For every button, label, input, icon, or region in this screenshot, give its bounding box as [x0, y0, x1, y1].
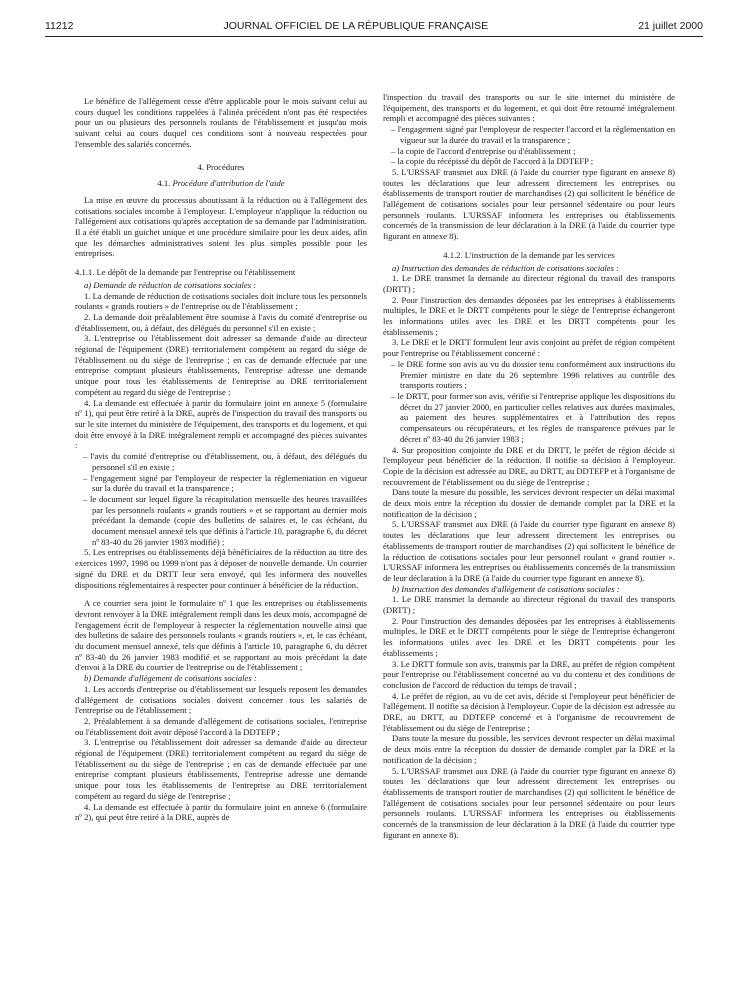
list-item: – le DRE forme son avis au vu du dossier tenu conformément aux instructions du Premier ministre en date du 26 septembre 1996 relatives au contrôle des transports routiers ;: [391, 358, 675, 391]
paragraph-ia2: 2. Pour l'instruction des demandes déposées par les entreprises à établissements multiples, le DRE et le DRTT compétents pour le siège de l'entreprise échangeront les informations utiles avec les DRE et les DRTT compétents pour les établissements ;: [383, 294, 675, 337]
list-item: – l'engagement signé par l'employeur de respecter la réglementation en vigueur sur la durée du travail et la transparence ;: [83, 472, 367, 494]
paragraph-ib3: 3. Le DRTT formule son avis, transmis par la DRE, au préfet de région compétent pour l'entreprise ou l'établissement concerné au vu du contenu et des conditions de conclusion de l'accord de réduction du temps de travail ;: [383, 658, 675, 690]
section-number: 4.1.: [157, 178, 171, 189]
section-heading-4-1-2: 4.1.2. L'instruction de la demande par les services: [443, 249, 615, 260]
paragraph-mise: La mise en œuvre du processus aboutissant à la réduction ou à l'allégement des cotisations sociales incombe à l'employeur. L'employeur n'applique la réduction ou l'allégement aux cotisations qu'après acceptation de sa demande par l'administration. Il a été établi un guichet unique et une procédure similaire pour les deux aides, afin que les démarches administratives soient les plus simples possible pour les entreprises.: [75, 194, 367, 259]
section-heading-4: 4. Procédures: [197, 161, 245, 172]
list-item: – le document sur lequel figure la récapitulation mensuelle des heures travaillées par les personnels roulants « grands routiers » et se rapportant au dernier mois précédant la demande (copie des bulletins de salaires et, le cas échéant, du document mensuel annexé tels que définis à l'article 10, paragraphe 6, du décret nº 83-40 du 26 janvier 1983 modifié) ;: [83, 493, 367, 547]
paragraph-delai-2: Dans toute la mesure du possible, les services devront respecter un délai maximal de deux mois entre la réception du dossier de demande complet par la DRE et la notification de la décision ;: [383, 733, 675, 765]
paragraph-b1: 1. Les accords d'entreprise ou d'établissement sur lesquels reposent les demandes d'allégement de cotisations sociales doivent concerner tous les salariés de l'entreprise ou de l'établissement ;: [75, 683, 367, 716]
header-rule: [45, 36, 703, 37]
section-heading-4-1: [75, 178, 367, 189]
paragraph-a5: 5. Les entreprises ou établissements déjà bénéficiaires de la réduction au titre des exercices 1997, 1998 ou 1999 n'ont pas à déposer de nouvelle demande. Un courrier signé du DRE et du DRTT leur sera envoyé, qui les informera des nouvelles dispositions réglementaires à respecter pour continuer à bénéficier de la réduction.: [75, 547, 367, 590]
paragraph-continuation: l'inspection du travail des transports ou sur le site internet du ministère de l'équipement, des transports et du logement, et qui doit être retourné intégralement rempli et accompagné des pièces suivantes :: [383, 92, 675, 124]
section-heading-4-1-1: 4.1.1. Le dépôt de la demande par l'entreprise ou l'établissement: [75, 267, 296, 278]
left-column: [75, 96, 367, 823]
paragraph-b3: 3. L'entreprise ou l'établissement doit adresser sa demande d'aide au directeur régional de l'équipement (DRE) territorialement compétent au regard du siège de l'établissement ou du siège de l'entreprise ; en cas de demande effectuée par une entreprise comptant plusieurs établissements, l'entreprise adresse une demande unique pour tous les établissements de l'entreprise au DRE territorialement compétent au regard du siège de l'entreprise ;: [75, 737, 367, 801]
list-b4: [383, 124, 675, 167]
page-header: [45, 20, 703, 34]
list-item: – la copie du récépissé du dépôt de l'accord à la DDTEFP ;: [391, 156, 594, 167]
paragraph-ib2: 2. Pour l'instruction des demandes déposées par les entreprises à établissements multiples, le DRE et le DRTT compétents pour le siège de l'entreprise échangeront les informations utiles avec les DRE et les DRTT compétents pour les établissements ;: [383, 615, 675, 658]
paragraph-a1: 1. La demande de réduction de cotisations sociales doit inclure tous les personnels roulants « grands routiers » de l'entreprise ou de l'établissement ;: [75, 290, 367, 312]
paragraph-a3: 3. L'entreprise ou l'établissement doit adresser sa demande d'aide au directeur régional de l'équipement (DRE) territorialement compétent au regard du siège de l'établissement ou du siège de l'entreprise ; en cas de demande effectuée par une entreprise comptant plusieurs établissements, l'entreprise adresse une demande unique pour tous les établissements de l'entreprise au DRE territorialement compétent au regard du siège de l'entreprise ;: [75, 333, 367, 397]
list-item: – la copie de l'accord d'entreprise ou d'établissement ;: [391, 145, 576, 156]
paragraph-delai-1: Dans toute la mesure du possible, les services devront respecter un délai maximal de deux mois entre la réception du dossier de demande complet par la DRE et la notification de la décision ;: [383, 487, 675, 519]
paragraph-ib5: 5. L'URSSAF transmet aux DRE (à l'aide du courrier type figurant en annexe 8) toutes les déclarations que leur adressent directement les entreprises ou établissements de transport routier de marchandises (2) qui sollicitent le bénéfice de l'allégement de cotisations sociales pour leur personnel sédentaire ou pour leurs personnels roulants. L'URSSAF informera les entreprises ou établissements concernés de la transmission de leur déclaration à la DRE (à l'aide du courrier type figurant en annexe 8).: [383, 765, 675, 840]
paragraph-ib4: 4. Le préfet de région, au vu de cet avis, décide si l'employeur peut bénéficier de l'allégement. Il notifie sa décision à l'employeur. Copie de la décision est adressée au DRE, au DRTT, au DDTEFP concerné et à l'organisme de recouvrement de l'établissement ou du siège de l'entreprise ;: [383, 690, 675, 733]
subheading-b-instruction: b) Instruction des demandes d'allégement de cotisations sociales :: [392, 583, 620, 594]
issue-date: 21 juillet 2000: [638, 20, 703, 32]
page-number: 11212: [45, 20, 74, 32]
paragraph-ia3: 3. Le DRE et le DRTT formulent leur avis conjoint au préfet de région compétent pour l'entreprise ou l'établissement concerné :: [383, 337, 675, 359]
paragraph-courrier: A ce courrier sera joint le formulaire nº 1 que les entreprises ou établissements devront renvoyer à la DRE intégralement rempli dans les deux mois, accompagné de l'engagement écrit de l'employeur à respecter la réglementation nouvelle ainsi que des bulletins de salaire des personnels roulants « grands routiers », et, le cas échéant, du document mensuel annexé, tels que définis à l'article 10, paragraphe 6, du décret nº 83-40 du 26 janvier 1983 modifié et se rapportant au mois précédant la date d'envoi à la DRE du courrier de l'entreprise ou de l'établissement ;: [75, 598, 367, 673]
paragraph-b2: 2. Préalablement à sa demande d'allégement de cotisations sociales, l'entreprise ou l'établissement doit avoir déposé l'accord à la DDTEFP ;: [75, 715, 367, 737]
subheading-a: a) Demande de réduction de cotisations sociales :: [84, 279, 257, 290]
paragraph-b5: 5. L'URSSAF transmet aux DRE (à l'aide du courrier type figurant en annexe 8) toutes les déclarations que leur adressent directement les entreprises ou établissements de transport routier de marchandises (2) qui sollicitent le bénéfice de l'allégement de cotisations sociales pour leur personnel sédentaire ou pour leurs personnels roulants. L'URSSAF informera les entreprises ou établissements concernés de la transmission de leur déclaration à la DRE (à l'aide du courrier type figurant en annexe 8).: [383, 166, 675, 242]
paragraph-b4: 4. La demande est effectuée à partir du formulaire joint en annexe 6 (formulaire nº 2), qui peut être retiré à la DRE, auprès de: [75, 801, 367, 823]
paragraph-ia5: 5. L'URSSAF transmet aux DRE (à l'aide du courrier type figurant en annexe 8) toutes les déclarations que leur adressent directement les entreprises ou établissements de transport routier de marchandises (2) qui sollicitent le bénéfice de la réduction de cotisations sociales pour leur personnel roulant « grand routier ». L'URSSAF informera les entreprises ou établissements concernés de la transmission de leur déclaration à la DRE (à l'aide du courrier type figurant en annexe 8).: [383, 519, 675, 583]
right-column: [383, 92, 675, 841]
subheading-a-instruction: a) Instruction des demandes de réduction de cotisations sociales :: [392, 262, 619, 273]
paragraph-ib1: 1. Le DRE transmet la demande au directeur régional du travail des transports (DRTT) ;: [383, 594, 675, 616]
subheading-b: b) Demande d'allégement de cotisations sociales :: [84, 673, 257, 684]
paragraph-ia4: 4. Sur proposition conjointe du DRE et du DRTT, le préfet de région décide si l'employeur peut bénéficier de la réduction. Il notifie sa décision à l'employeur. Copie de la décision est adressée au DRE, au DRTT, au DDTEFP et à l'organisme de recouvrement de l'établissement ou du siège de l'entreprise ;: [383, 444, 675, 487]
list-a4: [75, 451, 367, 547]
paragraph-a2: 2. La demande doit préalablement être soumise à l'avis du comité d'entreprise ou d'établissement, ou, à défaut, des délégués du personnel s'il en existe ;: [75, 311, 367, 333]
list-item: – le DRTT, pour former son avis, vérifie si l'entreprise applique les dispositions du décret du 27 janvier 2000, en particulier celles relatives aux durées maximales, au paiement des heures supplémentaires et à l'attribution des repos compensateurs ou récupérateurs, et les règles de transparence prévues par le décret nº 83-40 du 26 janvier 1983 ;: [391, 390, 675, 444]
list-item: – l'avis du comité d'entreprise ou d'établissement, ou, à défaut, des délégués du personnel s'il en existe ;: [83, 451, 367, 472]
list-ia3: [383, 359, 675, 445]
journal-title: JOURNAL OFFICIEL DE LA RÉPUBLIQUE FRANÇAISE: [223, 20, 489, 32]
paragraph-a4: 4. La demande est effectuée à partir du formulaire joint en annexe 5 (formulaire nº 1), qui peut être retiré à la DRE, auprès de l'inspection du travail des transports ou sur le site internet du ministère de l'équipement, des transports et du logement, et qui doit être envoyé à la DRE intégralement rempli et accompagné des pièces suivantes :: [75, 397, 367, 451]
list-item: – l'engagement signé par l'employeur de respecter l'accord et la réglementation en vigueur sur la durée du travail et la transparence ;: [391, 124, 675, 145]
paragraph-intro: Le bénéfice de l'allégement cesse d'être applicable pour le mois suivant celui au cours duquel les conditions rappelées à l'alinéa précédent n'ont pas été respectées pour un ou plusieurs des personnels roulants de l'établissement et jusqu'au mois suivant celui au cours duquel ces conditions sont à nouveau respectées pour l'ensemble des salariés concernés.: [75, 96, 367, 149]
paragraph-ia1: 1. Le DRE transmet la demande au directeur régional du travail des transports (DRTT) ;: [383, 273, 675, 294]
section-title: Procédure d'attribution de l'aide: [172, 178, 285, 189]
